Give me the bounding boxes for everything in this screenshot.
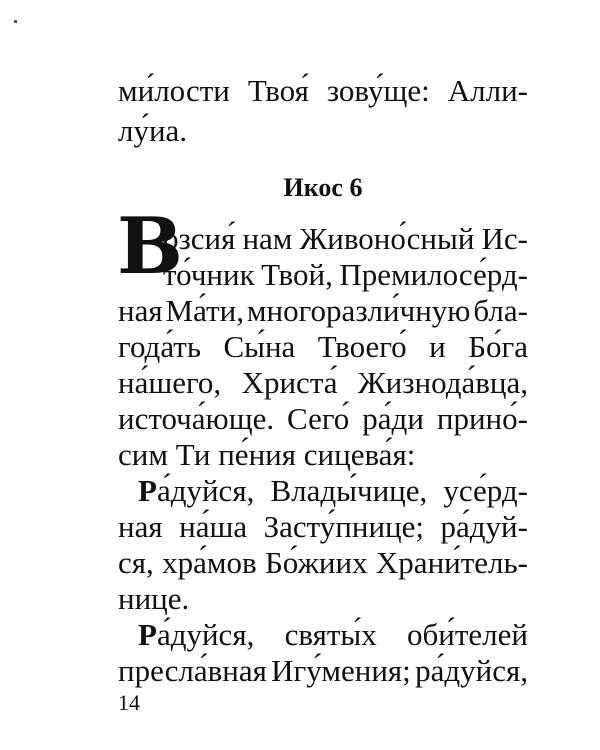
word: сим Ти пе́ния сицева́я:: [118, 437, 416, 472]
text-line: [118, 544, 528, 582]
word: озсия́: [163, 221, 236, 256]
word: Засту́пнице;: [263, 509, 425, 544]
text-line: [118, 112, 528, 150]
scan-mark: [14, 20, 17, 23]
word: Живоно́сный: [299, 221, 475, 256]
text-line: [118, 508, 528, 546]
text-line: [138, 616, 528, 654]
bold-initial-letter: Р: [138, 617, 157, 652]
first-word: [138, 472, 254, 510]
word: ми́лости: [118, 73, 230, 108]
word: на́шего,: [118, 365, 222, 400]
text-line: [118, 364, 528, 402]
word: Твоя́: [247, 73, 309, 108]
text-line: [118, 328, 528, 366]
word: а́дуйся,: [156, 617, 255, 652]
text-line: [118, 400, 528, 438]
text-line: [163, 256, 528, 294]
word: Твоего́: [317, 329, 407, 364]
word: ная: [118, 293, 163, 328]
word: Влады́чице,: [270, 473, 428, 508]
word: Бо́жиих: [264, 545, 368, 580]
word: усе́рд-: [443, 473, 528, 508]
word: то́чник: [163, 257, 255, 292]
word: святы́х: [284, 617, 377, 652]
word: ся,: [118, 545, 154, 580]
text-line: [118, 436, 528, 474]
word: многоразли́чную: [246, 293, 471, 328]
section-heading: Икос 6: [283, 173, 363, 202]
word: на́ша: [179, 509, 248, 544]
word: нице.: [118, 581, 190, 616]
word: года́ть: [118, 329, 201, 364]
word: пресла́вная: [118, 653, 267, 688]
word: а́дуйся,: [156, 473, 255, 508]
word: бла-: [473, 293, 528, 328]
word: ная: [118, 509, 163, 544]
word: ра́ди: [362, 401, 424, 436]
word: Твой,: [261, 257, 333, 292]
text-line: [138, 472, 528, 510]
word: Христа́: [241, 365, 338, 400]
word: Ис-: [481, 221, 528, 256]
bold-initial-letter: Р: [138, 473, 157, 508]
word: Игу́мения;: [271, 653, 411, 688]
word: Бо́га: [468, 329, 528, 364]
word: Сы́на: [223, 329, 296, 364]
word: Сего́: [287, 401, 350, 436]
word: Ма́ти,: [165, 293, 244, 328]
word: Премилосе́рд-: [339, 257, 528, 292]
word: хра́мов: [162, 545, 257, 580]
word: прино́-: [436, 401, 528, 436]
word: зову́ще:: [326, 73, 430, 108]
word: ра́дуй-: [440, 509, 528, 544]
text-line: [118, 72, 528, 110]
word: нам: [242, 221, 293, 256]
word: источа́юще.: [118, 401, 275, 436]
text-line: [163, 220, 528, 258]
first-word: [138, 616, 254, 654]
word: лу́иа.: [118, 113, 188, 148]
word: Алли-: [447, 73, 528, 108]
word: Жизнода́вца,: [357, 365, 528, 400]
text-line: [118, 292, 528, 330]
text-line: [118, 652, 528, 690]
word: ра́дуйся,: [415, 653, 528, 688]
word: и: [429, 329, 446, 364]
drop-cap-letter: В: [117, 201, 183, 292]
word: оби́телей: [406, 617, 528, 652]
word: Храни́тель-: [375, 545, 528, 580]
page-number: 14: [118, 690, 140, 715]
text-line: [118, 580, 528, 618]
